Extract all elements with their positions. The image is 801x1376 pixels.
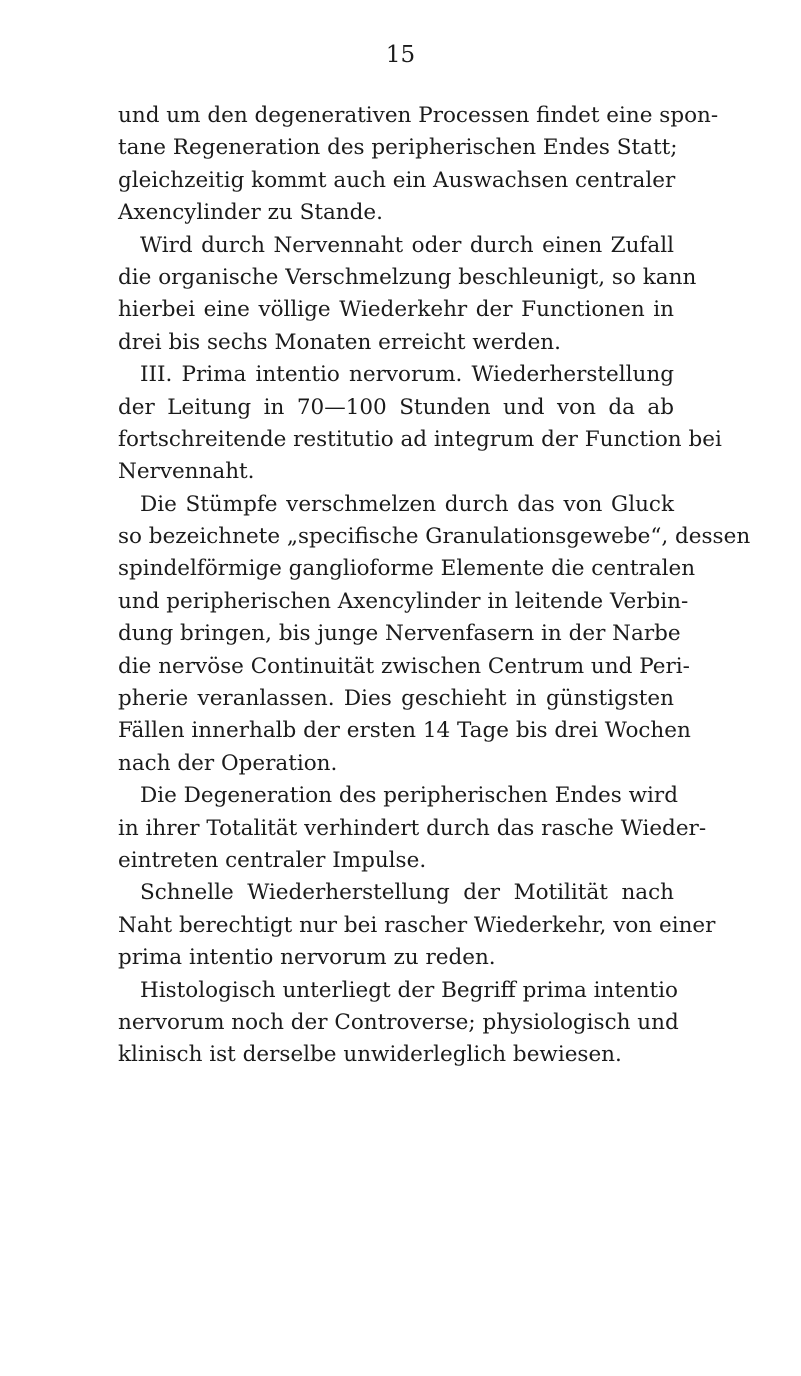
paragraph-2 xyxy=(118,230,697,360)
text-line: fortschreitende restitutio ad integrum der Function bei xyxy=(118,426,722,452)
text-line: Die Stümpfe verschmelzen durch das von Gluck xyxy=(140,491,674,517)
text-line: dung bringen, bis junge Nervenfasern in der Narbe xyxy=(118,621,681,647)
text-line: Axencylinder zu Stande. xyxy=(118,200,383,226)
text-line: so bezeichnete „specifische Granulationsgewebe“, dessen xyxy=(118,524,751,550)
text-line: gleichzeitig kommt auch ein Auswachsen centraler xyxy=(118,167,676,193)
text-line: Fällen innerhalb der ersten 14 Tage bis drei Wochen xyxy=(118,718,691,744)
text-line: die nervöse Continuität zwischen Centrum und Peri- xyxy=(118,653,690,679)
page-number: 15 xyxy=(385,42,416,68)
text-line: III. Prima intentio nervorum. Wiederherstellung xyxy=(140,362,674,388)
text-line: Wird durch Nervennaht oder durch einen Zufall xyxy=(140,232,674,258)
text-line: und peripherischen Axencylinder in leitende Verbin- xyxy=(118,588,689,614)
text-line: hierbei eine völlige Wiederkehr der Functionen in xyxy=(118,297,674,323)
text-line: nach der Operation. xyxy=(118,750,338,776)
text-line: und um den degenerativen Processen findet eine spon- xyxy=(118,103,719,128)
text-line: Die Degeneration des peripherischen Endes wird xyxy=(140,783,678,809)
paragraph-4 xyxy=(118,489,751,781)
text-line: in ihrer Totalität verhindert durch das rasche Wieder- xyxy=(118,815,707,841)
text-line: Schnelle Wiederherstellung der Motilität nach xyxy=(140,880,674,906)
text-line: die organische Verschmelzung beschleunigt, so kann xyxy=(118,264,697,290)
body-text xyxy=(118,100,751,1072)
text-line: klinisch ist derselbe unwiderleglich bewiesen. xyxy=(118,1042,622,1068)
text-line: drei bis sechs Monaten erreicht werden. xyxy=(118,329,561,355)
text-line: eintreten centraler Impulse. xyxy=(118,847,427,873)
paragraph-1 xyxy=(118,100,719,230)
text-line: Histologisch unterliegt der Begriff prima intentio xyxy=(140,977,679,1003)
paragraph-6 xyxy=(118,877,716,974)
text-line: tane Regeneration des peripherischen Endes Statt; xyxy=(118,135,678,161)
paragraph-5 xyxy=(118,780,707,877)
paragraph-7 xyxy=(118,975,679,1072)
text-line: der Leitung in 70—100 Stunden und von da ab xyxy=(118,394,674,420)
text-line: spindelförmige ganglioforme Elemente die centralen xyxy=(118,556,696,582)
text-line: nervorum noch der Controverse; physiologisch und xyxy=(118,1009,679,1035)
paragraph-3 xyxy=(118,359,722,489)
text-line: prima intentio nervorum zu reden. xyxy=(118,945,496,971)
text-line: Nervennaht. xyxy=(118,459,255,485)
text-line: Naht berechtigt nur bei rascher Wiederkehr, von einer xyxy=(118,912,716,938)
text-line: pherie veranlassen. Dies geschieht in günstigsten xyxy=(118,686,674,712)
